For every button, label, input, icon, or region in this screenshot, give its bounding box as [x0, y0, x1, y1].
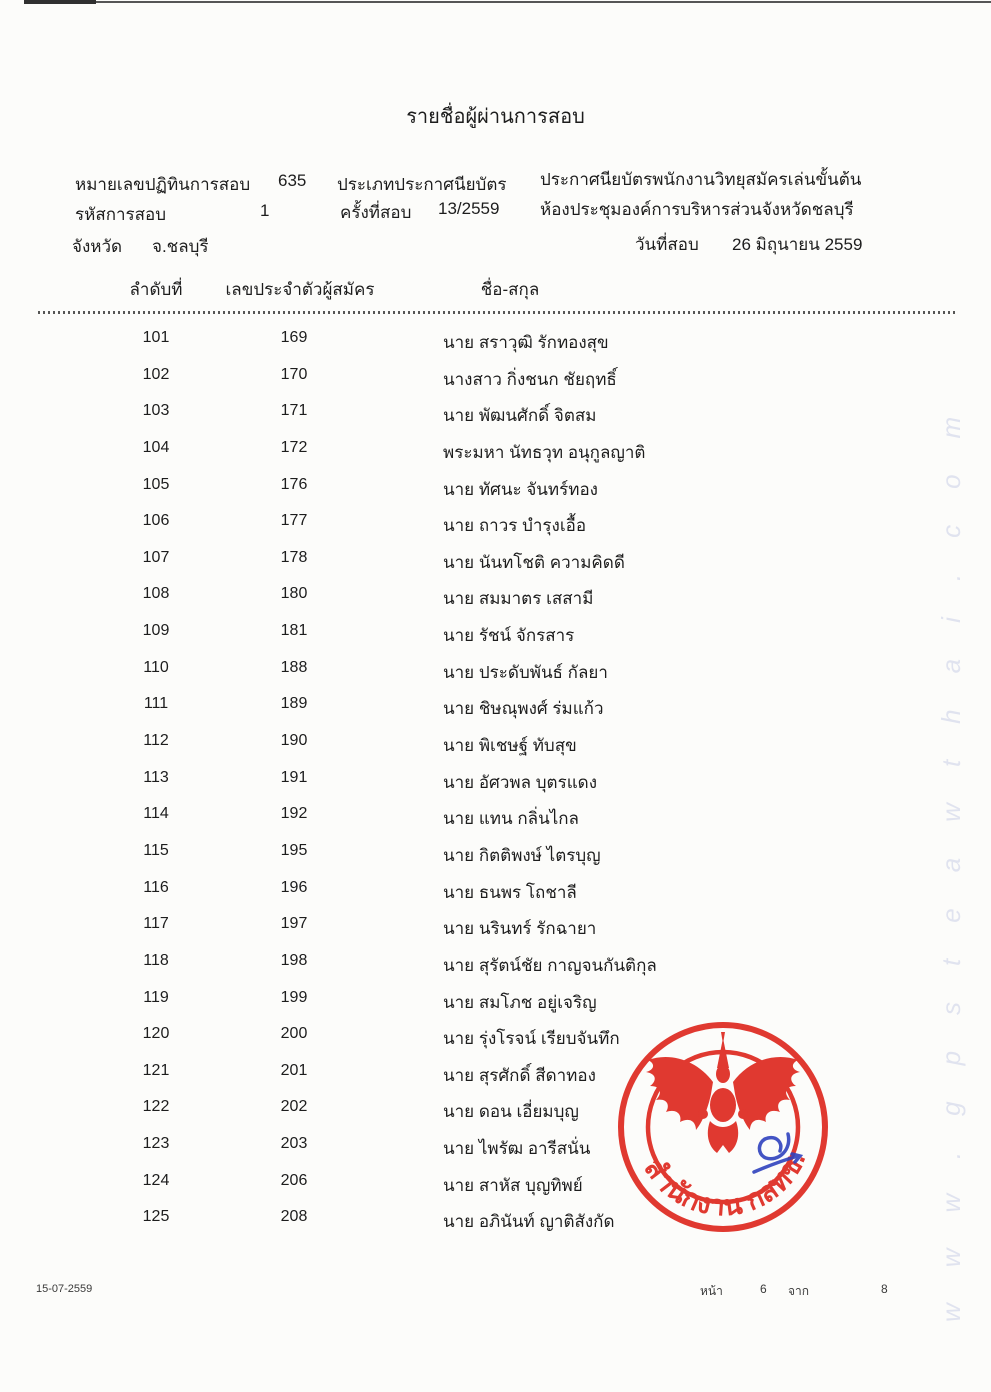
applicant-id: 191 [280, 768, 308, 786]
applicant-id: 195 [280, 841, 308, 859]
row-number: 106 [142, 512, 170, 530]
province-value: จ.ชลบุรี [152, 237, 209, 256]
row-number: 110 [143, 658, 169, 676]
row-number: 101 [142, 329, 170, 346]
row-number: 118 [143, 951, 169, 969]
column-header-no: ลำดับที่ [129, 280, 183, 299]
exam-date-label: วันที่สอบ [635, 235, 699, 254]
print-date: 15-07-2559 [36, 1283, 93, 1295]
venue-value: ห้องประชุมองค์การบริหารส่วนจังหวัดชลบุรี [540, 200, 854, 219]
applicant-name: นาย สมมาตร เสสามี [443, 589, 594, 609]
page-title: รายชื่อผู้ผ่านการสอบ [406, 106, 585, 128]
row-number: 121 [142, 1061, 170, 1079]
row-number: 109 [142, 622, 170, 640]
table-row [0, 543, 991, 580]
page-of-label: จาก [788, 1284, 810, 1298]
applicant-name: นาย ถาวร บำรุงเอื้อ [443, 516, 587, 536]
table-row [0, 983, 991, 1020]
table-row [0, 836, 991, 873]
exam-code-label: รหัสการสอบ [75, 205, 167, 224]
exam-date-value: 26 มิถุนายน 2559 [732, 235, 863, 254]
column-header-name: ชื่อ-สกุล [480, 280, 540, 299]
row-number: 102 [142, 365, 170, 383]
applicant-name: นาย รัชน์ จักรสาร [443, 626, 575, 646]
row-number: 111 [143, 695, 169, 713]
table-row [0, 726, 991, 763]
table-row [0, 506, 991, 543]
office-stamp [604, 1008, 842, 1248]
table-row [0, 1129, 991, 1166]
applicant-id: 198 [280, 951, 308, 969]
calendar-no-label: หมายเลขปฏิทินการสอบ [75, 175, 251, 194]
cert-type-value: ประกาศนียบัตรพนักงานวิทยุสมัครเล่นขั้นต้น [540, 170, 862, 189]
applicant-name: พระมหา นัทธวุท อนุกูลญาติ [443, 442, 646, 462]
table-row [0, 360, 991, 397]
row-number: 119 [143, 988, 169, 1006]
applicant-id: 180 [280, 585, 308, 603]
row-number: 122 [142, 1098, 170, 1116]
applicant-id: 190 [280, 732, 308, 750]
applicant-name: นาย นรินทร์ รักฉายา [443, 919, 597, 939]
page-number: 6 [760, 1282, 767, 1296]
applicant-name: นาย อภินันท์ ญาติสังกัด [443, 1212, 615, 1232]
site-watermark: www.gpsteawthai.com [936, 380, 966, 1322]
row-number: 115 [143, 841, 169, 859]
applicant-id: 170 [280, 365, 308, 383]
header-separator-rule [38, 311, 958, 314]
row-number: 114 [143, 805, 169, 823]
applicant-id: 178 [280, 548, 308, 566]
session-value: 13/2559 [438, 199, 500, 218]
row-number: 116 [143, 878, 169, 896]
applicant-name: นาย ประดับพันธ์ กัลยา [443, 662, 608, 682]
applicant-id: 199 [280, 988, 308, 1006]
applicant-name: นาย แทน กลิ่นไกล [443, 809, 579, 829]
cert-type-label: ประเภทประกาศนียบัตร [337, 175, 507, 194]
row-number: 104 [142, 438, 170, 456]
applicant-id: 196 [280, 878, 308, 896]
table-row [0, 1056, 991, 1093]
applicant-name: นาย ดอน เอี่ยมบุญ [443, 1102, 579, 1122]
applicant-id: 188 [280, 658, 308, 676]
applicant-name: นาย ธนพร โถชาลี [443, 882, 577, 902]
applicant-name: นาย ชิษณุพงศ์ ร่มแก้ว [443, 699, 604, 719]
applicant-name: นาย รุ่งโรจน์ เรียบจันทึก [443, 1029, 620, 1049]
row-number: 108 [142, 585, 170, 603]
applicant-name: นาย สุรัตน์ชัย กาญจนกันติกุล [443, 955, 657, 975]
applicant-id: 177 [280, 512, 308, 530]
applicant-id: 181 [280, 622, 308, 640]
applicant-id: 169 [280, 329, 308, 346]
table-row [0, 689, 991, 726]
stamp-text: สำนักงาน กสทช. [638, 1147, 812, 1222]
row-number: 107 [142, 548, 170, 566]
applicant-name: นาย นันทโชติ ความคิดดี [443, 552, 625, 572]
applicant-id: 206 [280, 1171, 308, 1189]
applicant-id: 192 [280, 805, 308, 823]
row-number: 120 [142, 1025, 170, 1043]
table-row [0, 470, 991, 507]
applicant-name: นาย อัศวพล บุตรแดง [443, 772, 598, 792]
scan-edge-mark [24, 0, 96, 4]
session-label: ครั้งที่สอบ [340, 203, 412, 222]
province-label: จังหวัด [72, 237, 123, 256]
row-number: 103 [142, 402, 170, 420]
table-row [0, 396, 991, 433]
results-table-body [0, 323, 991, 1239]
table-row [0, 763, 991, 800]
applicant-id: 208 [280, 1208, 308, 1226]
applicant-name: นาย ทัศนะ จันทร์ทอง [443, 479, 598, 499]
scan-edge-line [24, 1, 991, 3]
applicant-id: 176 [280, 475, 308, 493]
row-number: 124 [142, 1171, 170, 1189]
applicant-id: 172 [280, 438, 308, 456]
table-row [0, 946, 991, 983]
applicant-name: นาย สราวุฒิ รักทองสุข [443, 333, 609, 352]
table-row [0, 909, 991, 946]
applicant-id: 203 [280, 1135, 308, 1153]
page-label: หน้า [700, 1284, 723, 1298]
table-row [0, 799, 991, 836]
table-row [0, 1092, 991, 1129]
applicant-name: นางสาว กิ่งชนก ชัยฤทธิ์ [443, 369, 617, 389]
applicant-name: นาย สุรศักดิ์ สีดาทอง [443, 1065, 596, 1085]
table-row [0, 1166, 991, 1203]
applicant-name: นาย สมโภช อยู่เจริญ [443, 992, 597, 1012]
applicant-name: นาย พิเชษฐ์ ทับสุข [443, 736, 577, 756]
applicant-name: นาย สาหัส บุญทิพย์ [443, 1175, 583, 1195]
table-row [0, 1202, 991, 1239]
table-row [0, 616, 991, 653]
applicant-id: 202 [280, 1098, 308, 1116]
table-row [0, 579, 991, 616]
row-number: 117 [143, 915, 169, 933]
applicant-id: 189 [280, 695, 308, 713]
table-row [0, 873, 991, 910]
applicant-id: 171 [280, 402, 308, 420]
applicant-id: 197 [280, 915, 308, 933]
applicant-name: นาย กิตติพงษ์ ไตรบุญ [443, 845, 601, 865]
table-row [0, 653, 991, 690]
row-number: 112 [143, 732, 169, 750]
calendar-no-value: 635 [278, 171, 307, 190]
table-row [0, 433, 991, 470]
row-number: 123 [142, 1135, 170, 1153]
applicant-name: นาย ไพรัฒ อารีสนั่น [443, 1139, 591, 1159]
table-row [0, 1019, 991, 1056]
table-row [0, 323, 991, 360]
row-number: 105 [142, 475, 170, 493]
row-number: 125 [142, 1208, 170, 1226]
row-number: 113 [143, 768, 169, 786]
total-pages: 8 [881, 1282, 888, 1296]
column-header-applicant-id: เลขประจำตัวผู้สมัคร [225, 280, 375, 299]
applicant-name: นาย พัฒนศักดิ์ จิตสม [443, 406, 597, 426]
exam-code-value: 1 [260, 201, 270, 220]
applicant-id: 201 [280, 1061, 308, 1079]
applicant-id: 200 [280, 1025, 308, 1043]
garuda-emblem-icon [646, 1032, 800, 1153]
